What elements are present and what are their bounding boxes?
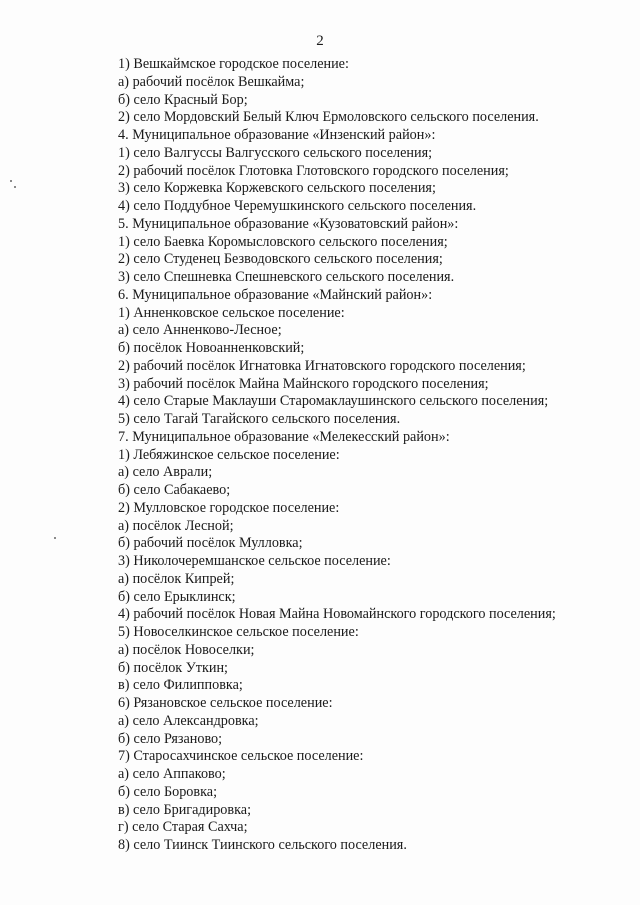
text-line: а) рабочий посёлок Вешкайма;: [118, 73, 305, 90]
text-line: а) село Александровка;: [118, 712, 259, 729]
settlement-list: [118, 56, 618, 855]
text-line: 2) Мулловское городское поселение:: [118, 499, 340, 516]
text-line: а) село Анненково-Лесное;: [118, 322, 282, 339]
text-line: 7. Муниципальное образование «Мелекесский район»:: [118, 428, 450, 445]
text-line: 5) село Тагай Тагайского сельского поселения.: [118, 411, 401, 427]
text-line: 4) рабочий посёлок Новая Майна Новомайнского городского поселения;: [118, 606, 556, 623]
text-line: в) село Филипповка;: [118, 677, 243, 694]
text-line: 5) Новоселкинское сельское поселение:: [118, 624, 359, 640]
text-line: б) село Сабакаево;: [118, 482, 231, 498]
text-line: б) село Рязаново;: [118, 730, 223, 747]
text-line: а) посёлок Лесной;: [118, 517, 234, 534]
text-line: б) село Боровка;: [118, 783, 218, 800]
text-line: 2) рабочий посёлок Глотовка Глотовского городского поселения;: [118, 162, 509, 179]
text-line: б) рабочий посёлок Мулловка;: [118, 535, 303, 552]
text-line: 1) село Баевка Коромысловского сельского поселения;: [118, 233, 448, 250]
text-line: 4. Муниципальное образование «Инзенский район»:: [118, 127, 436, 143]
text-line: 3) Николочеремшанское сельское поселение:: [118, 553, 391, 569]
text-line: 1) Лебяжинское сельское поселение:: [118, 446, 340, 463]
text-line: а) посёлок Новоселки;: [118, 641, 255, 658]
text-line: 3) село Коржевка Коржевского сельского поселения;: [118, 180, 436, 197]
text-line: 5. Муниципальное образование «Кузоватовский район»:: [118, 215, 459, 232]
text-line: б) село Красный Бор;: [118, 91, 248, 108]
page-number: 2: [316, 33, 324, 49]
text-line: б) село Ерыклинск;: [118, 588, 236, 605]
text-line: 3) село Спешневка Спешневского сельского поселения.: [118, 269, 455, 285]
text-line: 1) село Валгуссы Валгусского сельского поселения;: [118, 144, 433, 161]
text-line: а) посёлок Кипрей;: [118, 570, 235, 587]
text-line: 3) рабочий посёлок Майна Майнского городского поселения;: [118, 375, 489, 392]
text-line: 4) село Поддубное Черемушкинского сельского поселения.: [118, 198, 477, 214]
text-line: б) посёлок Уткин;: [118, 659, 229, 676]
text-line: 6) Рязановское сельское поселение:: [118, 695, 333, 711]
text-line: г) село Старая Сахча;: [118, 819, 248, 836]
scan-speck: [10, 180, 12, 182]
text-line: в) село Бригадировка;: [118, 801, 252, 818]
text-line: 2) село Мордовский Белый Ключ Ермоловского сельского поселения.: [118, 109, 539, 126]
text-line: а) село Аврали;: [118, 464, 213, 481]
text-line: а) село Аппаково;: [118, 766, 226, 782]
text-line: 1) Анненковское сельское поселение:: [118, 304, 345, 321]
text-line: 6. Муниципальное образование «Майнский район»:: [118, 286, 433, 303]
text-line: 4) село Старые Маклауши Старомаклаушинского сельского поселения;: [118, 393, 549, 410]
text-line: 2) рабочий посёлок Игнатовка Игнатовского городского поселения;: [118, 357, 526, 374]
text-line: 2) село Студенец Безводовского сельского поселения;: [118, 251, 443, 268]
text-line: 1) Вешкаймское городское поселение:: [118, 56, 349, 72]
text-line: б) посёлок Новоанненковский;: [118, 340, 305, 356]
text-line: 8) село Тиинск Тиинского сельского поселения.: [118, 837, 407, 853]
text-line: 7) Старосахчинское сельское поселение:: [118, 748, 364, 765]
scan-speck: [54, 537, 56, 539]
scan-speck: [14, 186, 16, 188]
